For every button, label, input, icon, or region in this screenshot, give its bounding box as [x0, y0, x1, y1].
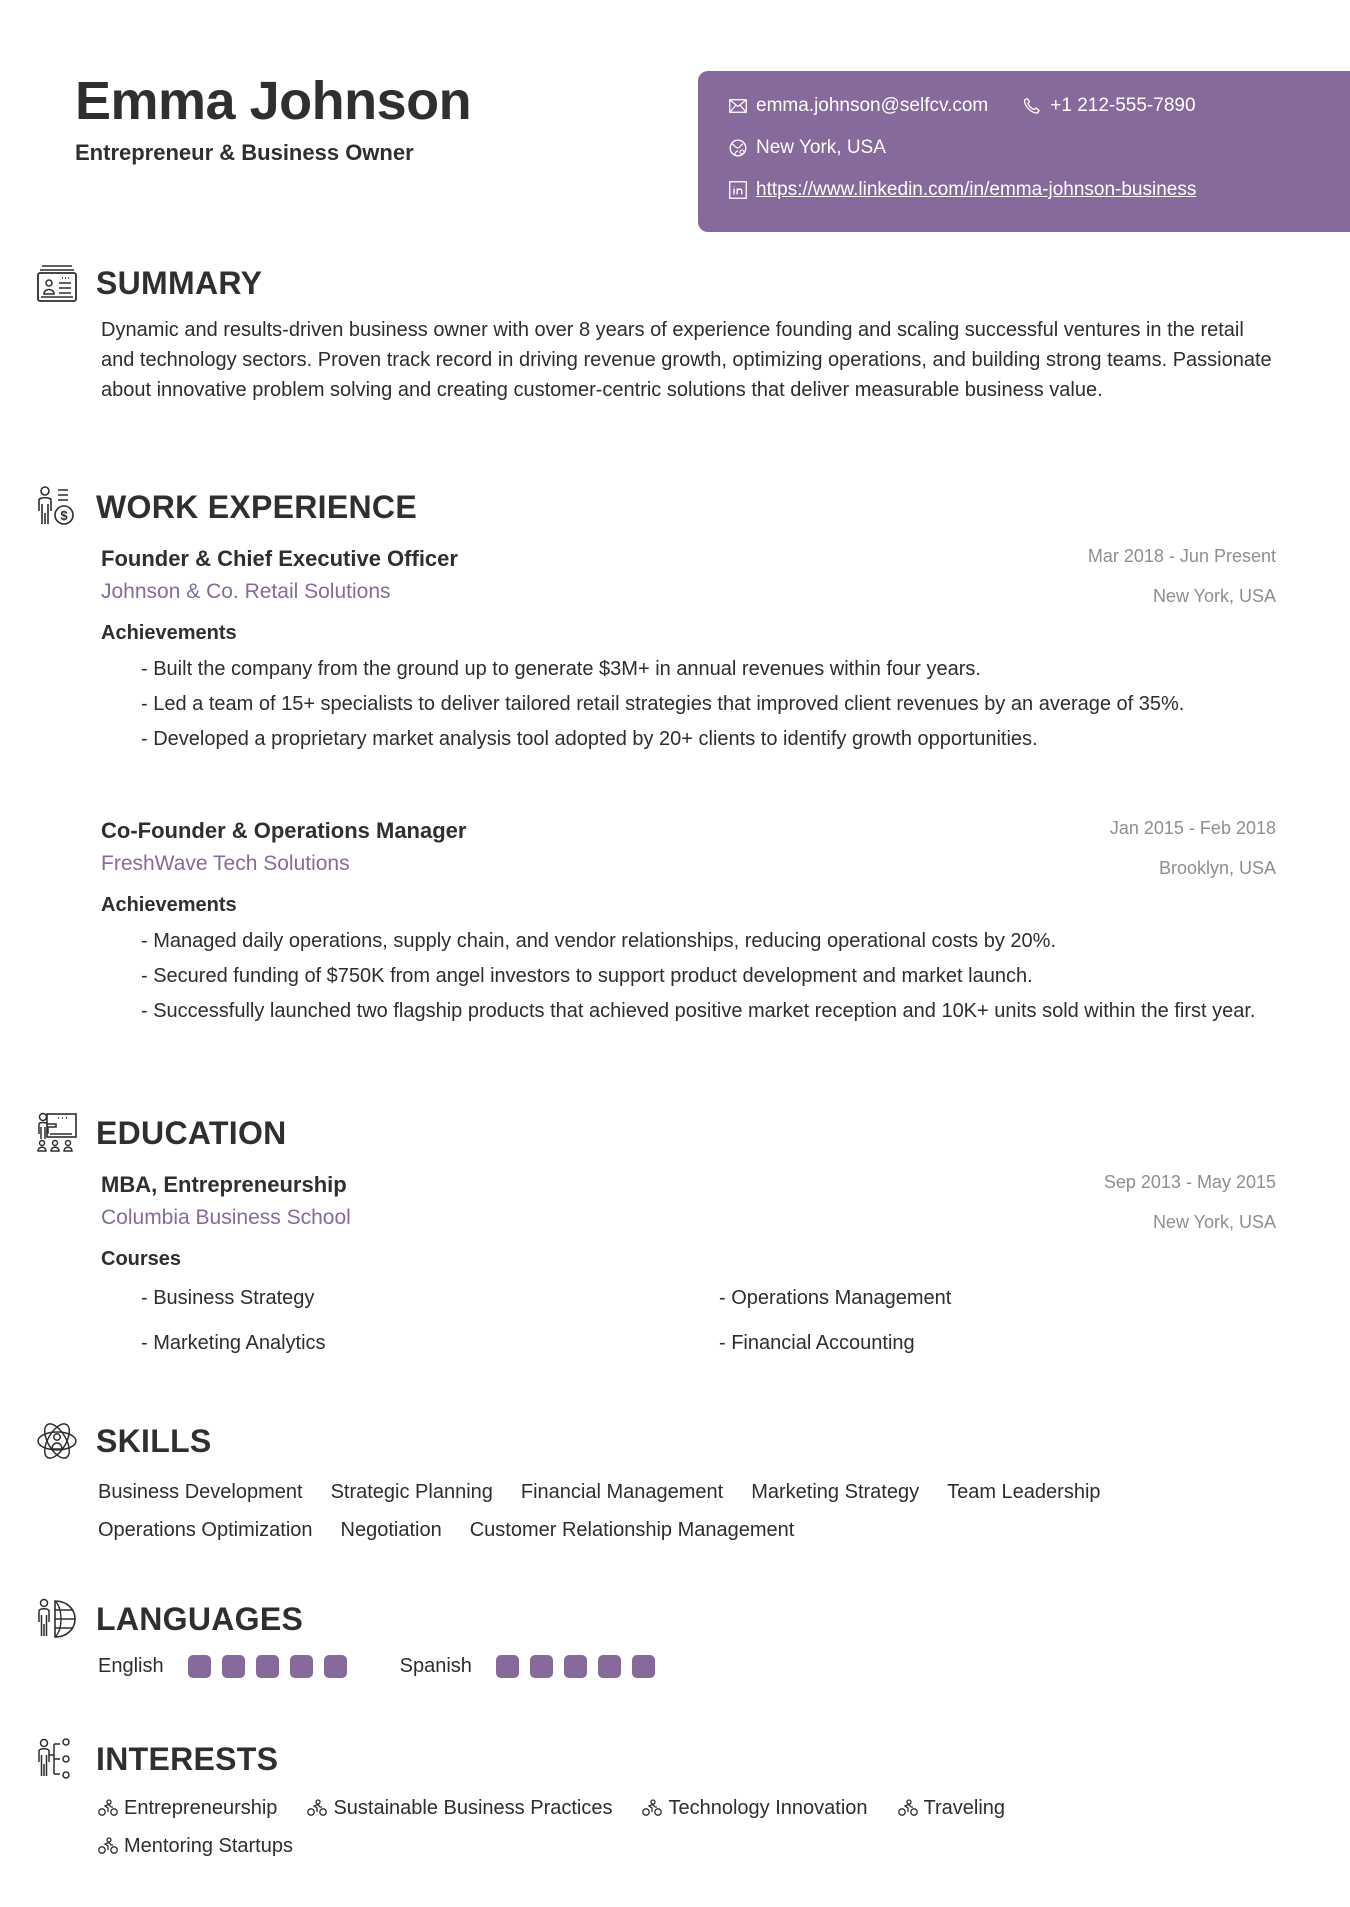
proficiency-dot: [530, 1655, 553, 1678]
proficiency-dot: [188, 1655, 211, 1678]
education-entry: [101, 1172, 1276, 1355]
job-entry: [101, 818, 1276, 1032]
linkedin-icon: [728, 180, 748, 200]
contact-location: New York, USA: [756, 137, 886, 158]
interest-item: [307, 1793, 612, 1823]
interest-label: Technology Innovation: [668, 1797, 868, 1819]
language-name: English: [98, 1655, 164, 1677]
proficiency-dot: [256, 1655, 279, 1678]
contact-row-email-phone: [728, 95, 1196, 117]
envelope-icon: [728, 96, 748, 116]
cyclist-icon: [98, 1799, 118, 1817]
cyclist-icon: [898, 1799, 918, 1817]
section-title-skills: SKILLS: [96, 1422, 212, 1459]
job-location: Brooklyn, USA: [1158, 858, 1276, 878]
section-education-header: [36, 1112, 287, 1154]
skill-item: Financial Management: [520, 1481, 724, 1503]
section-title-languages: LANGUAGES: [96, 1600, 304, 1637]
job-entry: [101, 546, 1276, 760]
interest-label: Sustainable Business Practices: [333, 1797, 613, 1819]
achievements-label: Achievements: [101, 622, 237, 644]
atom-person-icon: [36, 1420, 78, 1462]
cyclist-icon: [642, 1799, 662, 1817]
education-location: New York, USA: [1152, 1212, 1276, 1232]
svg-text:$: $: [60, 508, 68, 523]
skill-item: Business Development: [98, 1481, 303, 1503]
course-item: - Operations Management: [719, 1287, 952, 1309]
section-summary-header: [36, 262, 262, 304]
cyclist-icon: [307, 1799, 327, 1817]
person-globe-icon: [36, 1598, 78, 1640]
job-title: Co-Founder & Operations Manager: [101, 818, 467, 843]
section-title-interests: INTERESTS: [96, 1740, 279, 1777]
course-item: - Financial Accounting: [719, 1332, 915, 1354]
languages-list: [98, 1655, 708, 1678]
interest-label: Mentoring Startups: [124, 1835, 293, 1857]
skill-item: Negotiation: [340, 1519, 442, 1541]
job-date: Jan 2015 - Feb 2018: [1109, 818, 1276, 838]
courses-label: Courses: [101, 1248, 182, 1270]
achievements-list: [101, 655, 1276, 754]
section-experience-header: [36, 486, 417, 528]
skill-item: Marketing Strategy: [751, 1481, 920, 1503]
contact-row-location: [728, 137, 886, 159]
summary-text: Dynamic and results-driven business owner with over 8 years of experience founding and scaling successful ventures in the retail and technology sectors. Proven track record in driving revenue growth, optimizing operations, and building strong teams. Passionate about innovative problem solving and creating customer-centric solutions that deliver measurable business value.: [101, 319, 1272, 401]
proficiency-dot: [324, 1655, 347, 1678]
interest-label: Entrepreneurship: [124, 1797, 278, 1819]
section-title-summary: SUMMARY: [96, 264, 263, 301]
achievement-item: - Managed daily operations, supply chain, and vendor relationships, reducing operational costs by 20%.: [141, 930, 1056, 952]
proficiency-dot: [496, 1655, 519, 1678]
section-skills-header: [36, 1420, 212, 1462]
interest-item: [98, 1793, 277, 1823]
person-money-icon: [36, 486, 78, 528]
proficiency-dot: [222, 1655, 245, 1678]
achievement-item: - Led a team of 15+ specialists to deliver tailored retail strategies that improved client revenues by an average of 35%.: [141, 693, 1185, 715]
language-item: [98, 1655, 358, 1678]
achievement-item: - Successfully launched two flagship products that achieved positive market reception and 10K+ units sold within the first year.: [141, 1000, 1256, 1022]
language-name: Spanish: [399, 1655, 472, 1677]
job-company: FreshWave Tech Solutions: [101, 852, 350, 875]
achievement-item: - Built the company from the ground up to generate $3M+ in annual revenues within four years.: [141, 658, 981, 680]
achievements-label: Achievements: [101, 894, 237, 916]
proficiency-dot: [632, 1655, 655, 1678]
skills-list: [98, 1477, 1298, 1545]
degree: MBA, Entrepreneurship: [101, 1172, 347, 1197]
achievements-list: [101, 927, 1276, 1026]
skill-item: Strategic Planning: [330, 1481, 493, 1503]
proficiency-dot: [564, 1655, 587, 1678]
section-title-education: EDUCATION: [96, 1114, 287, 1151]
linkedin-link[interactable]: https://www.linkedin.com/in/emma-johnson-business: [756, 179, 1197, 200]
achievement-item: - Secured funding of $750K from angel investors to support product development and market launch.: [141, 965, 1033, 987]
section-languages-header: [36, 1598, 303, 1640]
candidate-title: Entrepreneur & Business Owner: [75, 140, 414, 165]
interest-item: [898, 1793, 1006, 1823]
skill-item: Customer Relationship Management: [469, 1519, 795, 1541]
globe-location-icon: [728, 138, 748, 158]
job-company: Johnson & Co. Retail Solutions: [101, 580, 391, 603]
achievement-item: - Developed a proprietary market analysis tool adopted by 20+ clients to identify growth opportunities.: [141, 728, 1038, 750]
contact-row-linkedin: [728, 179, 1196, 201]
candidate-name: Emma Johnson: [75, 71, 472, 131]
education-date: Sep 2013 - May 2015: [1103, 1172, 1276, 1192]
language-item: [400, 1655, 666, 1678]
contact-phone[interactable]: +1 212-555-7890: [1050, 95, 1196, 116]
interests-list: [98, 1793, 1198, 1861]
phone-icon: [1022, 96, 1042, 116]
interest-item: [642, 1793, 867, 1823]
section-title-experience: WORK EXPERIENCE: [96, 488, 417, 525]
person-options-icon: [36, 1738, 78, 1780]
job-date: Mar 2018 - Jun Present: [1087, 546, 1276, 566]
job-location: New York, USA: [1152, 586, 1276, 606]
job-title: Founder & Chief Executive Officer: [101, 546, 458, 571]
course-item: - Business Strategy: [141, 1287, 315, 1309]
skill-item: Team Leadership: [947, 1481, 1101, 1503]
section-interests-header: [36, 1738, 278, 1780]
contact-card: [698, 71, 1350, 232]
courses-grid: [101, 1287, 1276, 1355]
contact-email[interactable]: emma.johnson@selfcv.com: [756, 95, 989, 116]
skill-item: Operations Optimization: [98, 1519, 313, 1541]
profile-card-icon: [36, 262, 78, 304]
course-item: - Marketing Analytics: [141, 1332, 326, 1354]
cyclist-icon: [98, 1837, 118, 1855]
interest-label: Traveling: [923, 1797, 1006, 1819]
interest-item: [98, 1831, 293, 1861]
contact-phone-group: [1022, 95, 1195, 117]
proficiency-dot: [290, 1655, 313, 1678]
proficiency-dot: [598, 1655, 621, 1678]
teacher-classroom-icon: [36, 1112, 78, 1154]
school: Columbia Business School: [101, 1206, 351, 1229]
